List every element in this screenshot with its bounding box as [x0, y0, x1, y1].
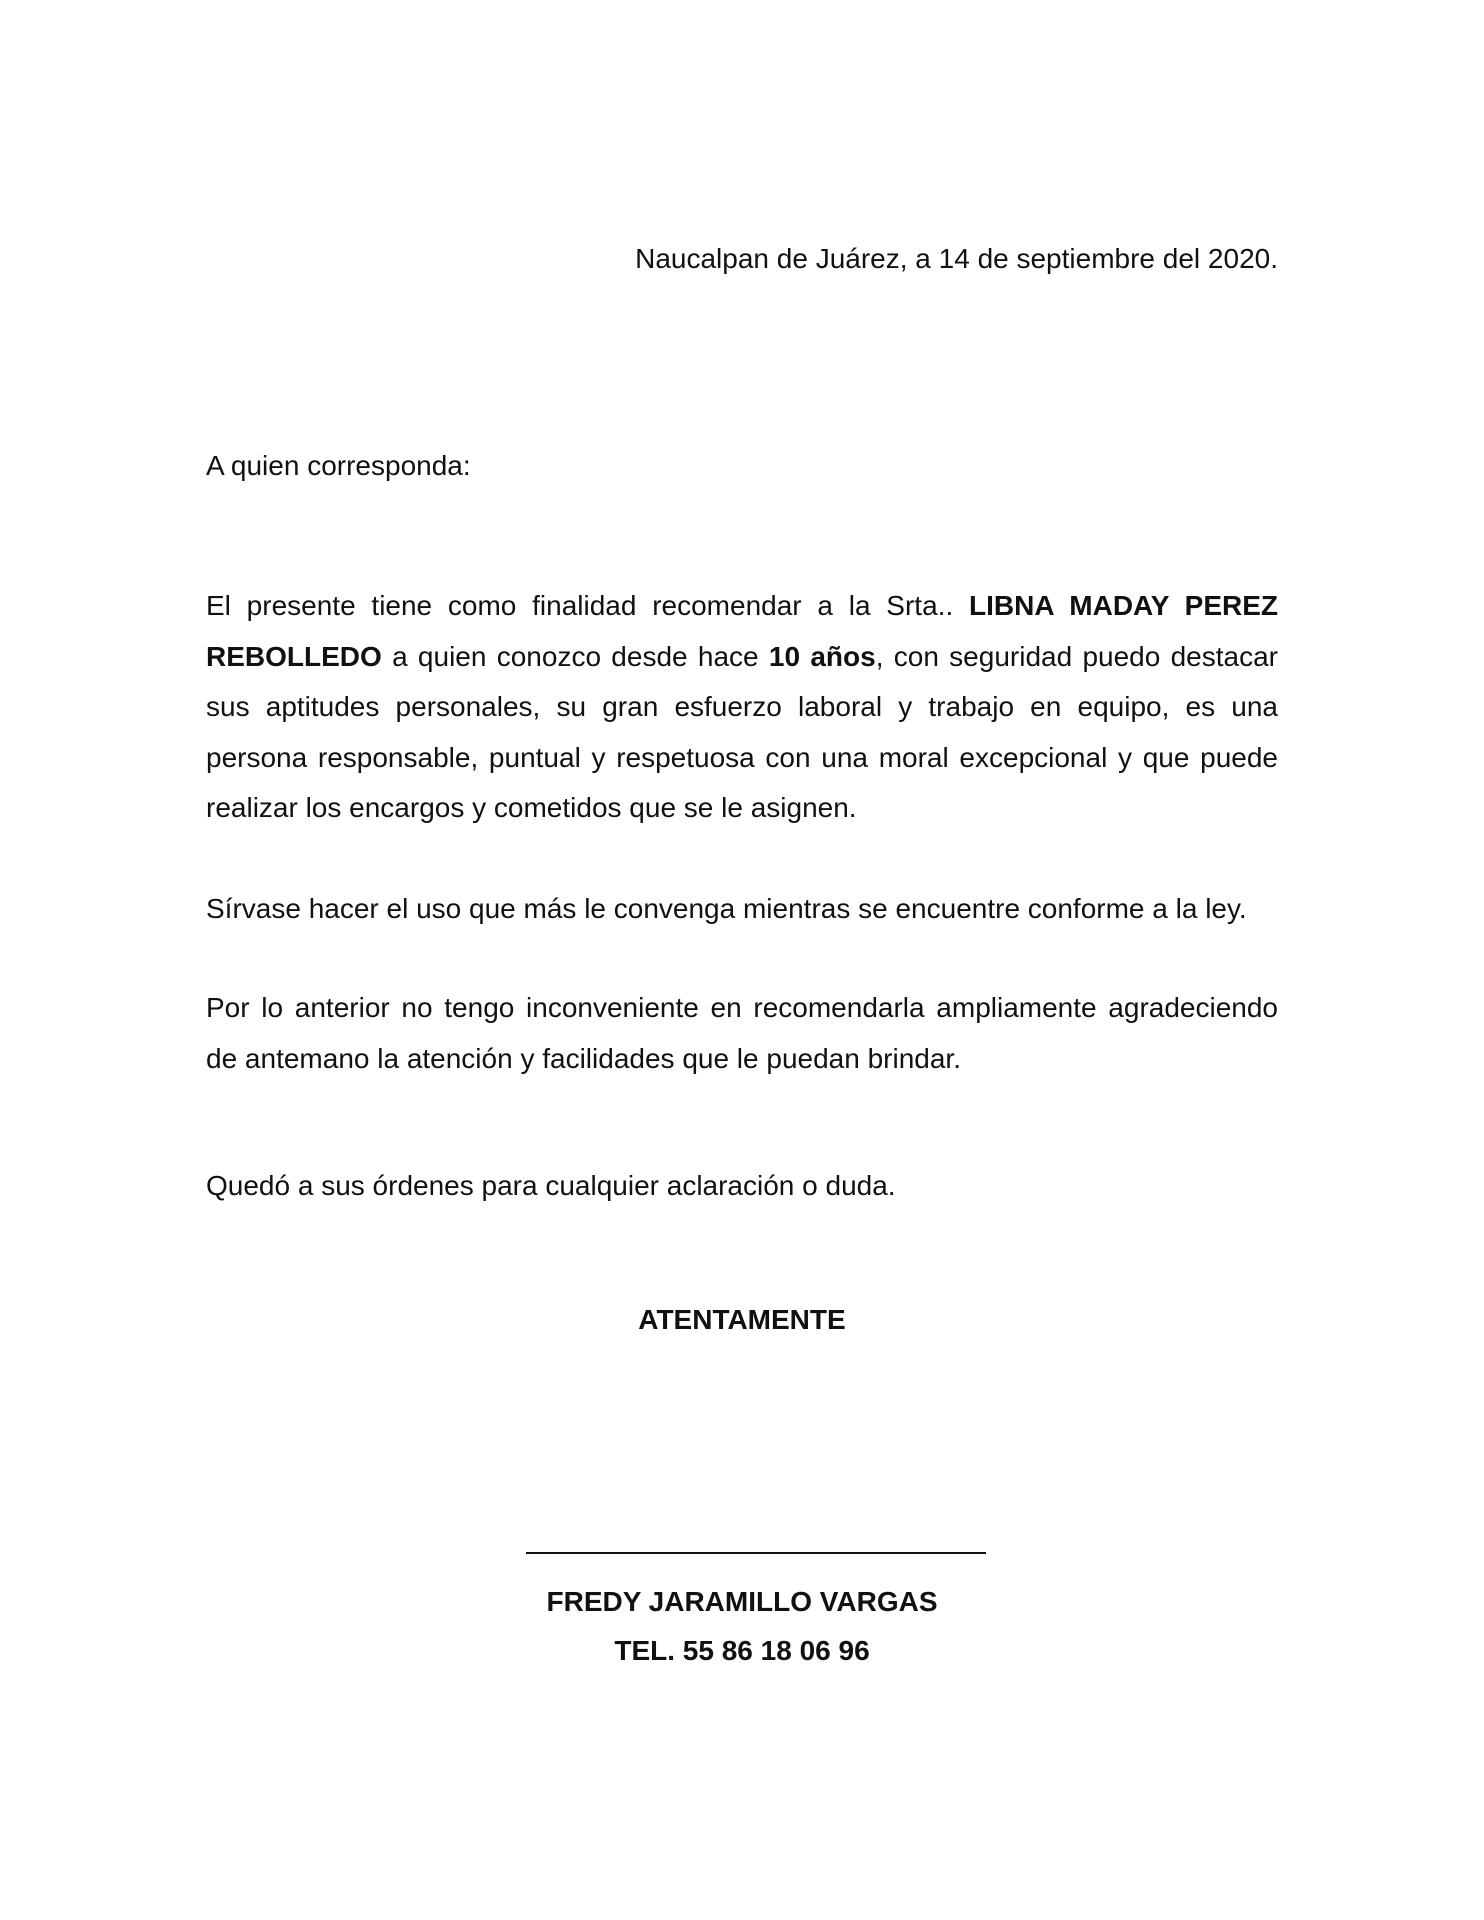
signature-line — [526, 1552, 986, 1554]
recommendation-paragraph — [206, 581, 1278, 834]
usage-paragraph: Sírvase hacer el uso que más le convenga mientras se encuentre conforme a la ley. — [206, 893, 1247, 924]
signer-phone: TEL. 55 86 18 06 96 — [614, 1635, 870, 1666]
paragraph-text: El presente tiene como finalidad recomendar a la Srta.. — [206, 590, 969, 621]
salutation: A quien corresponda: — [206, 450, 471, 481]
date-line: Naucalpan de Juárez, a 14 de septiembre del 2020. — [635, 243, 1278, 274]
closing: ATENTAMENTE — [638, 1304, 846, 1335]
signer-name: FREDY JARAMILLO VARGAS — [546, 1586, 938, 1617]
availability-paragraph: Quedó a sus órdenes para cualquier aclaración o duda. — [206, 1170, 896, 1201]
paragraph-text: a quien conozco desde hace — [381, 640, 769, 672]
years-known: 10 años — [768, 640, 876, 672]
candidate-name: LIBNA MADAY PEREZ REBOLLEDO — [206, 590, 1278, 672]
endorsement-paragraph: Por lo anterior no tengo inconveniente en recomendarla ampliamente agradeciendo de antemano la atención y facilidades que le puedan brindar. — [206, 992, 1278, 1074]
paragraph-text: , con seguridad puedo destacar sus aptitudes personales, su gran esfuerzo laboral y trabajo en equipo, es una persona responsable, puntual y respetuosa con una moral excepcional y que puede realizar los encargos y cometidos que se le asignen. — [206, 640, 1278, 823]
